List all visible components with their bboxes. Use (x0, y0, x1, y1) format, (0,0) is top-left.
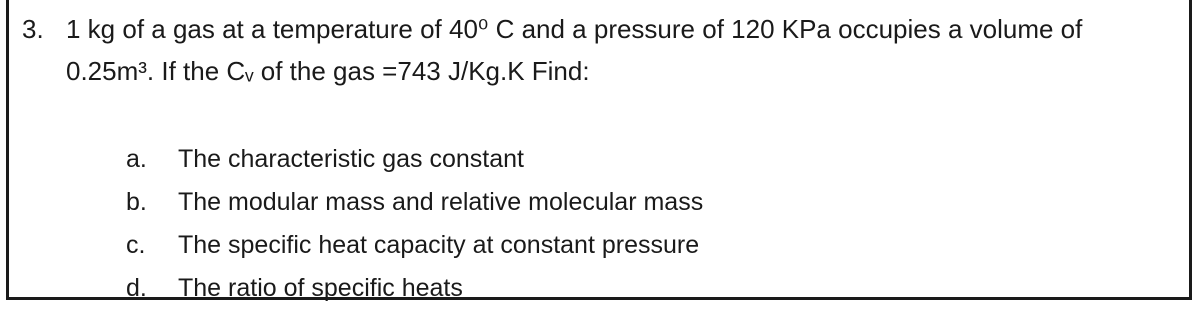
sub-question-list (126, 138, 703, 310)
sub-question-text: The ratio of specific heats (178, 274, 463, 302)
sub-question-letter: d. (126, 274, 147, 302)
sub-question-letter: a. (126, 145, 147, 173)
sub-question-d (126, 267, 703, 310)
question-text-line-2: 0.25m³. If the Cᵥ of the gas =743 J/Kg.K Find: (66, 56, 590, 86)
sub-question-letter: b. (126, 188, 147, 216)
question-line-1 (22, 8, 1182, 50)
question-text-line-1: 1 kg of a gas at a temperature of 40⁰ C and a pressure of 120 KPa occupies a volume of (66, 14, 1083, 44)
sub-question-text: The specific heat capacity at constant pressure (178, 231, 700, 259)
sub-question-letter: c. (126, 231, 146, 259)
sub-question-text: The characteristic gas constant (178, 145, 524, 173)
question-line-2 (22, 50, 1182, 92)
sub-question-b (126, 181, 703, 224)
sub-question-a (126, 138, 703, 181)
question-number: 3. (22, 14, 44, 44)
sub-question-text: The modular mass and relative molecular mass (178, 188, 704, 216)
question-block (22, 8, 1182, 92)
sub-question-c (126, 224, 703, 267)
